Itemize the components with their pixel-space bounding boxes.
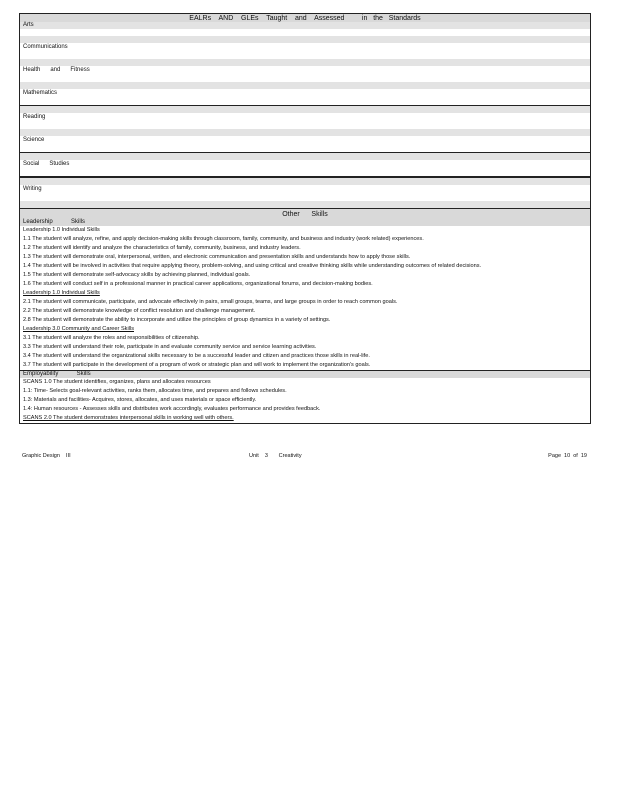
leadership-line: 3.3 The student will understand their role, participate in and evaluate community service and service learning activities.	[23, 344, 317, 350]
footer-unit: Unit 3 Creativity	[249, 453, 302, 459]
subject-spacer	[20, 98, 590, 105]
employability-line: 1.4: Human resources - Assesses skills and distributes work accordingly, evaluates performance and provides feedback.	[23, 406, 321, 412]
leadership-line: Leadership 1.0 Individual Skills	[23, 290, 100, 296]
subject-spacer	[20, 52, 590, 59]
subject-spacer	[20, 59, 590, 66]
leadership-category: Leadership Skills	[20, 219, 590, 226]
other-skills-header	[20, 208, 590, 219]
leadership-skills-list	[20, 226, 590, 370]
subject-spacer	[20, 122, 590, 129]
employability-skills-list	[20, 378, 590, 423]
other-skills-title: Other Skills	[282, 211, 328, 218]
subject-arts: Arts	[20, 22, 590, 29]
leadership-line: 3.1 The student will analyze the roles and responsibilities of citizenship.	[23, 335, 200, 341]
leadership-line: 1.4 The student will be involved in activities that require applying theory, problem-solving, and using critical and creative thinking skills while understanding outcomes of related decisions.	[23, 263, 482, 269]
employability-line: SCANS 1.0 The student identifies, organizes, plans and allocates resources	[23, 379, 211, 385]
leadership-line: 1.1 The student will analyze, refine, and apply decision-making skills through classroom, family, community, and business and industry (work related) experiences.	[23, 236, 424, 242]
employability-line: 1.3: Materials and facilities- Acquires, stores, allocates, and uses materials or space efficiently.	[23, 397, 257, 403]
subject-science: Science	[23, 137, 45, 143]
subject-writing: Writing	[23, 186, 42, 192]
footer-course: Graphic Design III	[22, 453, 71, 459]
subject-spacer	[20, 36, 590, 43]
footer-page-number: Page 10 of 19	[548, 453, 587, 459]
leadership-line: 1.5 The student will demonstrate self-advocacy skills by achieving planned, individual goals.	[23, 272, 251, 278]
subject-arts-space	[20, 29, 590, 36]
subject-spacer	[20, 176, 590, 185]
leadership-line: 2.1 The student will communicate, participate, and advocate effectively in pairs, small groups, teams, and large groups in order to reach common goals.	[23, 299, 398, 305]
subject-health: Health and Fitness	[23, 67, 90, 73]
standards-title: EALRs AND GLEs Taught and Assessed in the Standards	[189, 15, 421, 22]
subject-spacer	[20, 169, 590, 176]
leadership-line: 2.2 The student will demonstrate knowledge of conflict resolution and challenge management.	[23, 308, 256, 314]
subject-spacer	[20, 152, 590, 160]
subject-communications: Communications	[23, 44, 68, 50]
employability-line: 1.1: Time- Selects goal-relevant activities, ranks them, allocates time, and prepares and follows schedules.	[23, 388, 287, 394]
subject-social-studies: Social Studies	[23, 161, 70, 167]
leadership-line: 3.4 The student will understand the organizational skills necessary to be a successful leader and citizen and practices those skills in real-life.	[23, 353, 370, 359]
leadership-line: 1.3 The student will demonstrate oral, interpersonal, written, and electronic communication and presentation skills and understands how to apply those skills.	[23, 254, 411, 260]
subject-spacer	[20, 105, 590, 113]
leadership-line: 2.8 The student will demonstrate the ability to incorporate and utilize the principles of group dynamics in a variety of settings.	[23, 317, 331, 323]
leadership-line: Leadership 3.0 Community and Career Skills	[23, 326, 134, 332]
leadership-line: 3.7 The student will participate in the development of a program of work or strategic plan and will work to implement the organization's goals.	[23, 362, 371, 368]
subject-spacer	[20, 82, 590, 89]
leadership-line: 1.2 The student will identify and analyze the characteristics of family, community, business, and industry leaders.	[23, 245, 301, 251]
subject-spacer	[20, 145, 590, 152]
subject-mathematics: Mathematics	[23, 90, 58, 96]
subject-spacer	[20, 129, 590, 136]
subject-reading: Reading	[23, 114, 46, 120]
subject-spacer	[20, 201, 590, 208]
leadership-line: Leadership 1.0 Individual Skills	[23, 227, 100, 233]
standards-table	[19, 13, 591, 424]
employability-line: SCANS 2.0 The student demonstrates interpersonal skills in working well with others.	[23, 415, 234, 421]
standards-page	[19, 13, 591, 424]
employability-category: Employability Skills	[20, 370, 590, 378]
subject-spacer	[20, 75, 590, 82]
leadership-line: 1.6 The student will conduct self in a professional manner in practical career applications, organizational forums, and decision-making bodies.	[23, 281, 373, 287]
subject-spacer	[20, 194, 590, 201]
